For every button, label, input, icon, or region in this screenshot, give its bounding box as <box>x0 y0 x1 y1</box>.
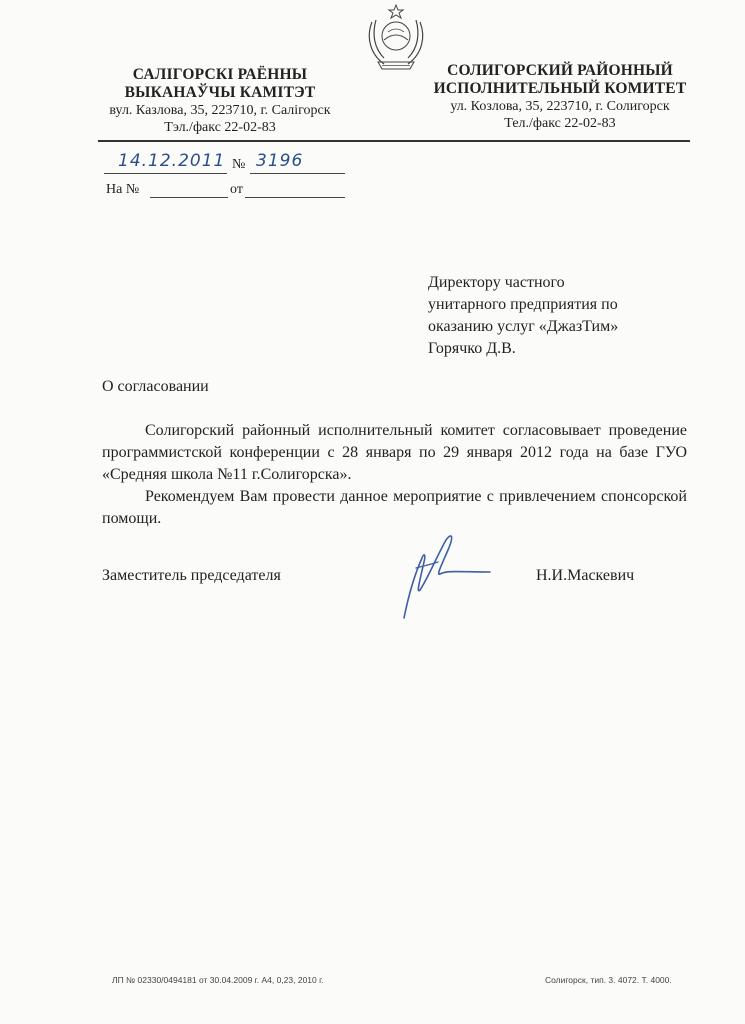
header-divider <box>98 140 690 142</box>
ref-number-field <box>150 180 228 198</box>
addressee-line: Директору частного <box>428 274 565 291</box>
signatory-title: Заместитель председателя <box>102 567 281 584</box>
signatory-name: Н.И.Маскевич <box>536 567 635 584</box>
phone-ru: Тел./факс 22-02-83 <box>504 116 616 131</box>
addressee-line: оказанию услуг «ДжазТим» <box>428 318 619 335</box>
print-house: Солигорск, тип. 3. 4072. Т. 4000. <box>545 975 672 985</box>
addressee-line: Горячко Д.В. <box>428 340 516 357</box>
addressee-block <box>428 272 618 360</box>
ref-label: На № <box>106 182 140 197</box>
address-be: вул. Казлова, 35, 223710, г. Салігорск <box>109 103 331 118</box>
ref-from-label: от <box>230 182 243 197</box>
org-name-ru-line2: ИСПОЛНИТЕЛЬНЫЙ КОМИТЕТ <box>433 80 687 97</box>
print-license: ЛП № 02330/0494181 от 30.04.2009 г. А4, 0,23, 2010 г. <box>112 975 324 985</box>
letter-body <box>102 420 687 530</box>
handwritten-signature <box>386 528 496 624</box>
letter-subject: О согласовании <box>102 378 209 395</box>
body-paragraph: Рекомендуем Вам провести данное мероприятие с привлечением спонсорской помощи. <box>102 488 687 527</box>
body-paragraph: Солигорский районный исполнительный комитет согласовывает проведение программистской конференции с 28 января по 29 января 2012 года на базе ГУО «Средняя школа №11 г.Солигорска». <box>102 422 687 483</box>
org-name-be-line1: САЛІГОРСКІ РАЁННЫ <box>132 66 308 83</box>
number-label: № <box>232 157 246 172</box>
header-right <box>425 62 695 132</box>
state-emblem-icon <box>362 2 430 72</box>
org-name-be-line2: ВЫКАНАЎЧЫ КАМІТЭТ <box>124 84 316 101</box>
ref-date-field <box>245 180 345 198</box>
handwritten-date: 14.12.2011 <box>118 151 226 171</box>
date-field <box>104 151 227 174</box>
address-ru: ул. Козлова, 35, 223710, г. Солигорск <box>450 99 670 114</box>
org-name-ru-line1: СОЛИГОРСКИЙ РАЙОННЫЙ <box>447 62 673 79</box>
phone-be: Тэл./факс 22-02-83 <box>164 120 276 135</box>
handwritten-number: 3196 <box>256 151 304 171</box>
addressee-line: унитарного предприятия по <box>428 296 618 313</box>
number-field <box>250 151 345 174</box>
header-left <box>95 66 345 136</box>
